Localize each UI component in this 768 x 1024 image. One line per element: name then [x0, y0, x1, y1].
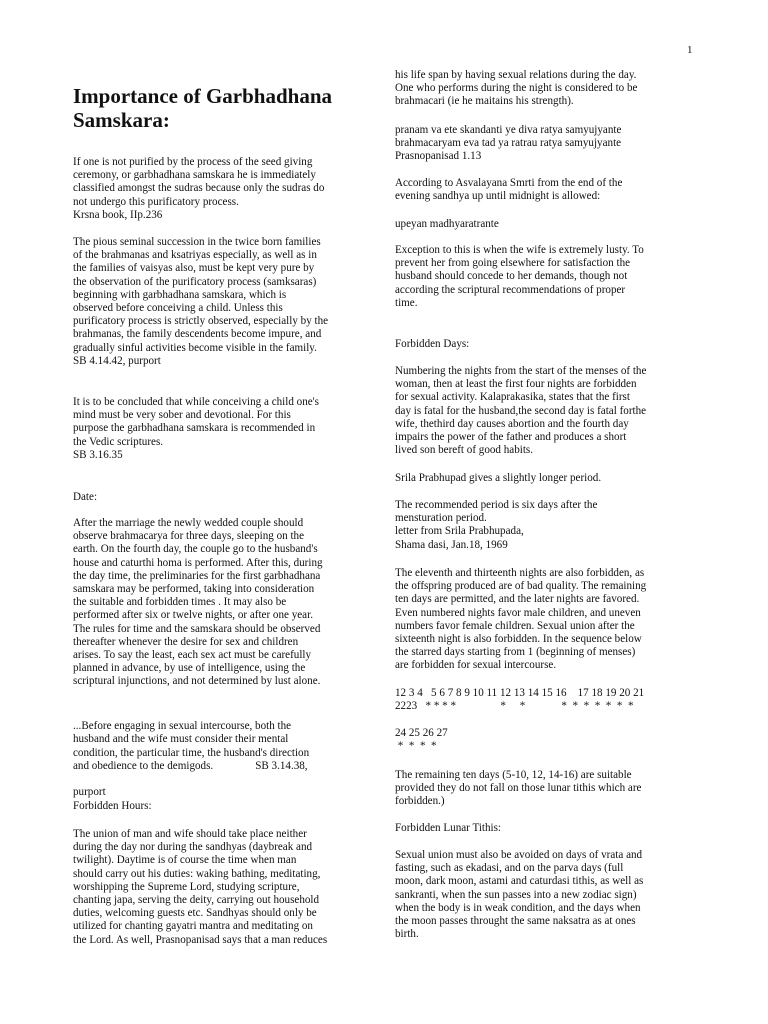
paragraph-life-span: his life span by having sexual relations during the day. One who performs during the night is considered to be brahmacari (ie he maitains his strength). — [395, 69, 638, 108]
paragraph-sober-mind: It is to be concluded that while conceiving a child one's mind must be very sober and devotional. For this purpose the garbhadhana samskara is recommended in the Vedic scriptures. SB 3.16.35 — [73, 396, 319, 461]
paragraph-upeyan: upeyan madhyaratrante — [395, 218, 499, 230]
day-sequence-row-1: 12 3 4 5 6 7 8 9 10 11 12 13 14 15 16 17 18 19 20 21 2223 * * * * * * * * * * * * * — [395, 687, 645, 713]
heading-date: Date: — [73, 491, 98, 503]
heading-forbidden-hours: Forbidden Hours: — [73, 800, 152, 812]
quote-suffix: purport — [73, 786, 106, 799]
paragraph-asvalayana: According to Asvalayana Smrti from the end of the evening sandhya up until midnight is allowed: — [395, 177, 623, 203]
heading-forbidden-lunar-tithis: Forbidden Lunar Tithis: — [395, 822, 502, 834]
quote-citation: SB 3.14.38, — [255, 759, 308, 772]
page-number: 1 — [687, 44, 693, 56]
paragraph-numbering-nights: Numbering the nights from the start of the menses of the woman, then at least the first four nights are forbidden for sexual activity. Kalaprakasika, states that the first day is fatal for the husband,the second day is fatal forthe wife, thethird day causes abortion and the fourth day impairs the power of the father and produces a short lived son bereft of good habits. — [395, 365, 647, 457]
paragraph-remaining-days: The remaining ten days (5-10, 12, 14-16) are suitable provided they do not fall on those lunar tithis which are forbidden.) — [395, 769, 642, 808]
quote-block — [73, 707, 375, 799]
paragraph-exception: Exception to this is when the wife is extremely lusty. To prevent her from going elsewhere for satisfaction the husband should concede to her demands, though not according the scriptural recommendations of proper time. — [395, 244, 644, 309]
day-sequence-row-2: 24 25 26 27 * * * * — [395, 727, 448, 753]
paragraph-recommended-period: The recommended period is six days after the mensturation period. letter from Srila Prabhupada, Shama dasi, Jan.18, 1969 — [395, 499, 598, 551]
page-title: Importance of Garbhadhana Samskara: — [73, 84, 333, 132]
paragraph-sanskrit-verse: pranam va ete skandanti ye diva ratya samyujyante brahmacaryam eva tad ya ratrau ratya samyujyante Prasnopanisad 1.13 — [395, 124, 622, 163]
quote-text: ...Before engaging in sexual intercourse, both the husband and the wife must consider their mental condition, the particular time, the husband's direction and obedience to the demigods. — [73, 720, 310, 772]
paragraph-seed-giving: If one is not purified by the process of the seed giving ceremony, or garbhadhana samskara he is immediately classified amongst the sudras because only the sudras do not undergo this purificatory process. Krsna book, IIp.236 — [73, 156, 325, 221]
paragraph-vrata-fasting: Sexual union must also be avoided on days of vrata and fasting, such as ekadasi, and on the parva days (full moon, dark moon, astami and caturdasi tithis, as well as sankranti, when the sun passes into a new zodiac sign) when the body is in weak condition, and the days when the moon passes throught the same naksatra as at ones birth. — [395, 849, 644, 941]
paragraph-prabhupad-period: Srila Prabhupad gives a slightly longer period. — [395, 472, 602, 484]
paragraph-union-timing: The union of man and wife should take place neither during the day nor during the sandhyas (daybreak and twilight). Daytime is of course the time when man should carry out his duties: waking bathing, meditating, worshipping the Supreme Lord, studying scripture, chanting japa, serving the deity, carrying out household duties, welcoming guests etc. Sandhyas should only be utilized for chanting gayatri mantra and meditating on the Lord. As well, Prasnopanisad says that a man reduces — [73, 828, 328, 946]
heading-forbidden-days: Forbidden Days: — [395, 338, 470, 350]
paragraph-marriage: After the marriage the newly wedded couple should observe brahmacarya for three days, sleeping on the earth. On the fourth day, the couple go to the husband's house and caturthi homa is performed. After this, during the day time, the preliminaries for the first garbhadhana samskara may be performed, taking into consideration the suitable and forbidden times . It may also be performed after six or twelve nights, or after one year. The rules for time and the samskara should be observed thereafter whenever the desire for sex and children arises. To say the least, each sex act must be carefully planned in advance, by use of intelligence, using the scriptural injunctions, and not determined by lust alone. — [73, 517, 323, 688]
paragraph-seminal-succession: The pious seminal succession in the twice born families of the brahmanas and ksatriyas especially, as well as in the families of vaisyas also, must be kept very pure by the observation of the purificatory process (samksaras) beginning with garbhadhana samskara, which is observed before conceiving a child. Unless this purificatory process is strictly observed, especially by the brahmanas, the family descendents become impure, and gradually sinful activities become visible in the family. SB 4.14.42, purport — [73, 236, 329, 367]
paragraph-eleventh-thirteenth: The eleventh and thirteenth nights are also forbidden, as the offspring produced are of bad quality. The remaining ten days are permitted, and the later nights are favored. Even numbered nights favor male children, and uneven numbers favor female children. Sexual union after the sixteenth night is also forbidden. In the sequence below the starred days starting from 1 (beginning of menses) are forbidden for sexual intercourse. — [395, 567, 647, 672]
